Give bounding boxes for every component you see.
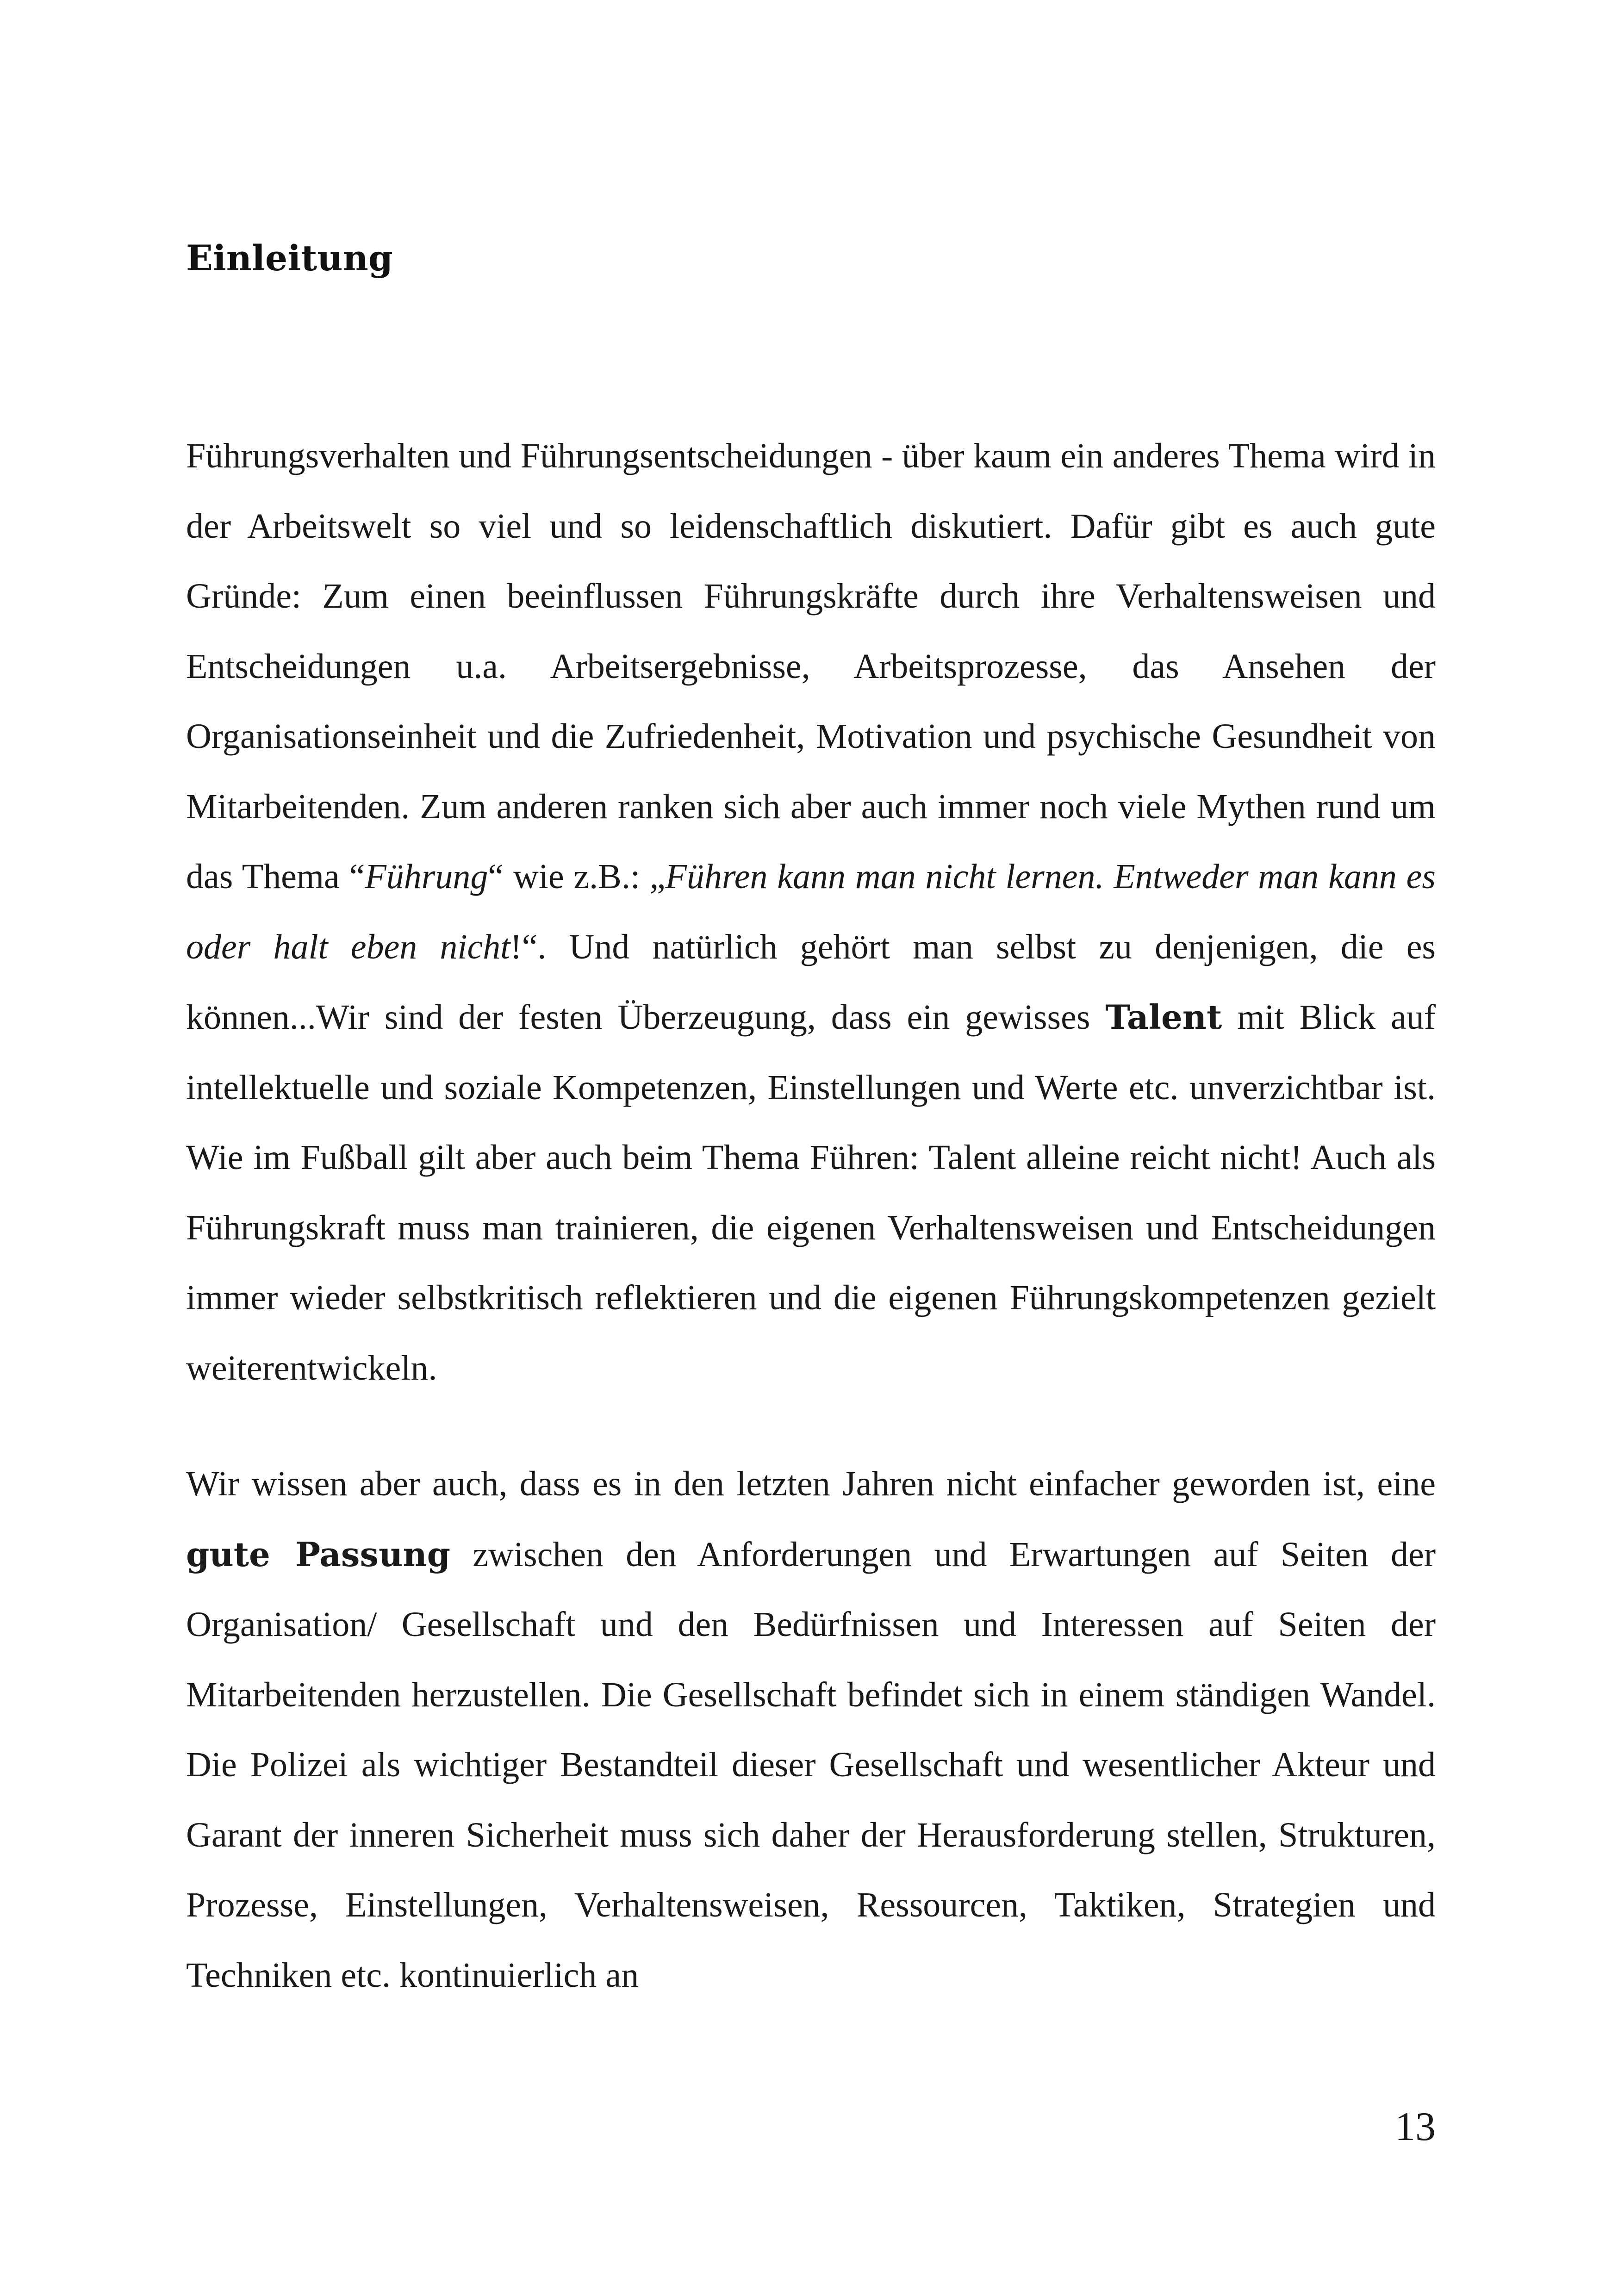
paragraph-1-text-4: mit Blick auf intellektuelle und soziale Kompetenzen, Einstellungen und Werte etc. unverzichtbar ist. Wie im Fußball gilt aber auch beim Thema Führen: Talent alleine reicht nicht! Auch als Führungskraft muss man trainieren, die eigenen Verhaltensweisen und Entscheidungen immer wieder selbstkritisch reflektieren und die eigenen Führungskompetenzen gezielt weiterentwickeln. — [186, 998, 1436, 1388]
paragraph-1-bold-talent: Talent — [1105, 997, 1222, 1037]
paragraph-2-text-1: Wir wissen aber auch, dass es in den letzten Jahren nicht einfacher geworden ist, eine — [186, 1464, 1436, 1503]
paragraph-1-italic-1: Führung — [365, 857, 488, 896]
paragraph-1 — [186, 421, 1436, 1403]
paragraph-2-text-2: zwischen den Anforderungen und Erwartungen auf Seiten der Organisation/ Gesellschaft und den Bedürfnissen und Interessen auf Seiten der Mitarbeitenden herzustellen. Die Gesellschaft befindet sich in einem ständigen Wandel. Die Polizei als wichtiger Bestandteil dieser Gesellschaft und wesentlicher Akteur und Garant der inneren Sicherheit muss sich daher der Herausforderung stellen, Strukturen, Prozesse, Einstellungen, Verhaltensweisen, Ressourcen, Taktiken, Strategien und Techniken etc. kontinuierlich an — [186, 1535, 1436, 1995]
body-text — [186, 421, 1436, 2010]
paragraph-2-bold-passung: gute Passung — [186, 1534, 451, 1574]
paragraph-1-text-3: !“. Und natürlich gehört man selbst zu denjenigen, die es können...Wir sind der festen Überzeugung, dass ein gewisses — [186, 927, 1436, 1037]
paragraph-1-text-2: “ wie z.B.: „ — [488, 857, 666, 896]
paragraph-1-text-1: Führungsverhalten und Führungsentscheidungen - über kaum ein anderes Thema wird in der Arbeitswelt so viel und so leidenschaftlich diskutiert. Dafür gibt es auch gute Gründe: Zum einen beeinflussen Führungskräfte durch ihre Verhaltensweisen und Entscheidungen u.a. Arbeitsergebnisse, Arbeitsprozesse, das Ansehen der Organisationseinheit und die Zufriedenheit, Motivation und psychische Gesundheit von Mitarbeitenden. Zum anderen ranken sich aber auch immer noch viele Mythen rund um das Thema “ — [186, 436, 1436, 896]
page-number: 13 — [1395, 2104, 1436, 2149]
paragraph-1-italic-2: Führen kann man nicht lernen. Entweder man kann es oder halt eben nicht — [186, 857, 1436, 966]
paragraph-2 — [186, 1449, 1436, 2010]
chapter-heading: Einleitung — [186, 237, 393, 279]
